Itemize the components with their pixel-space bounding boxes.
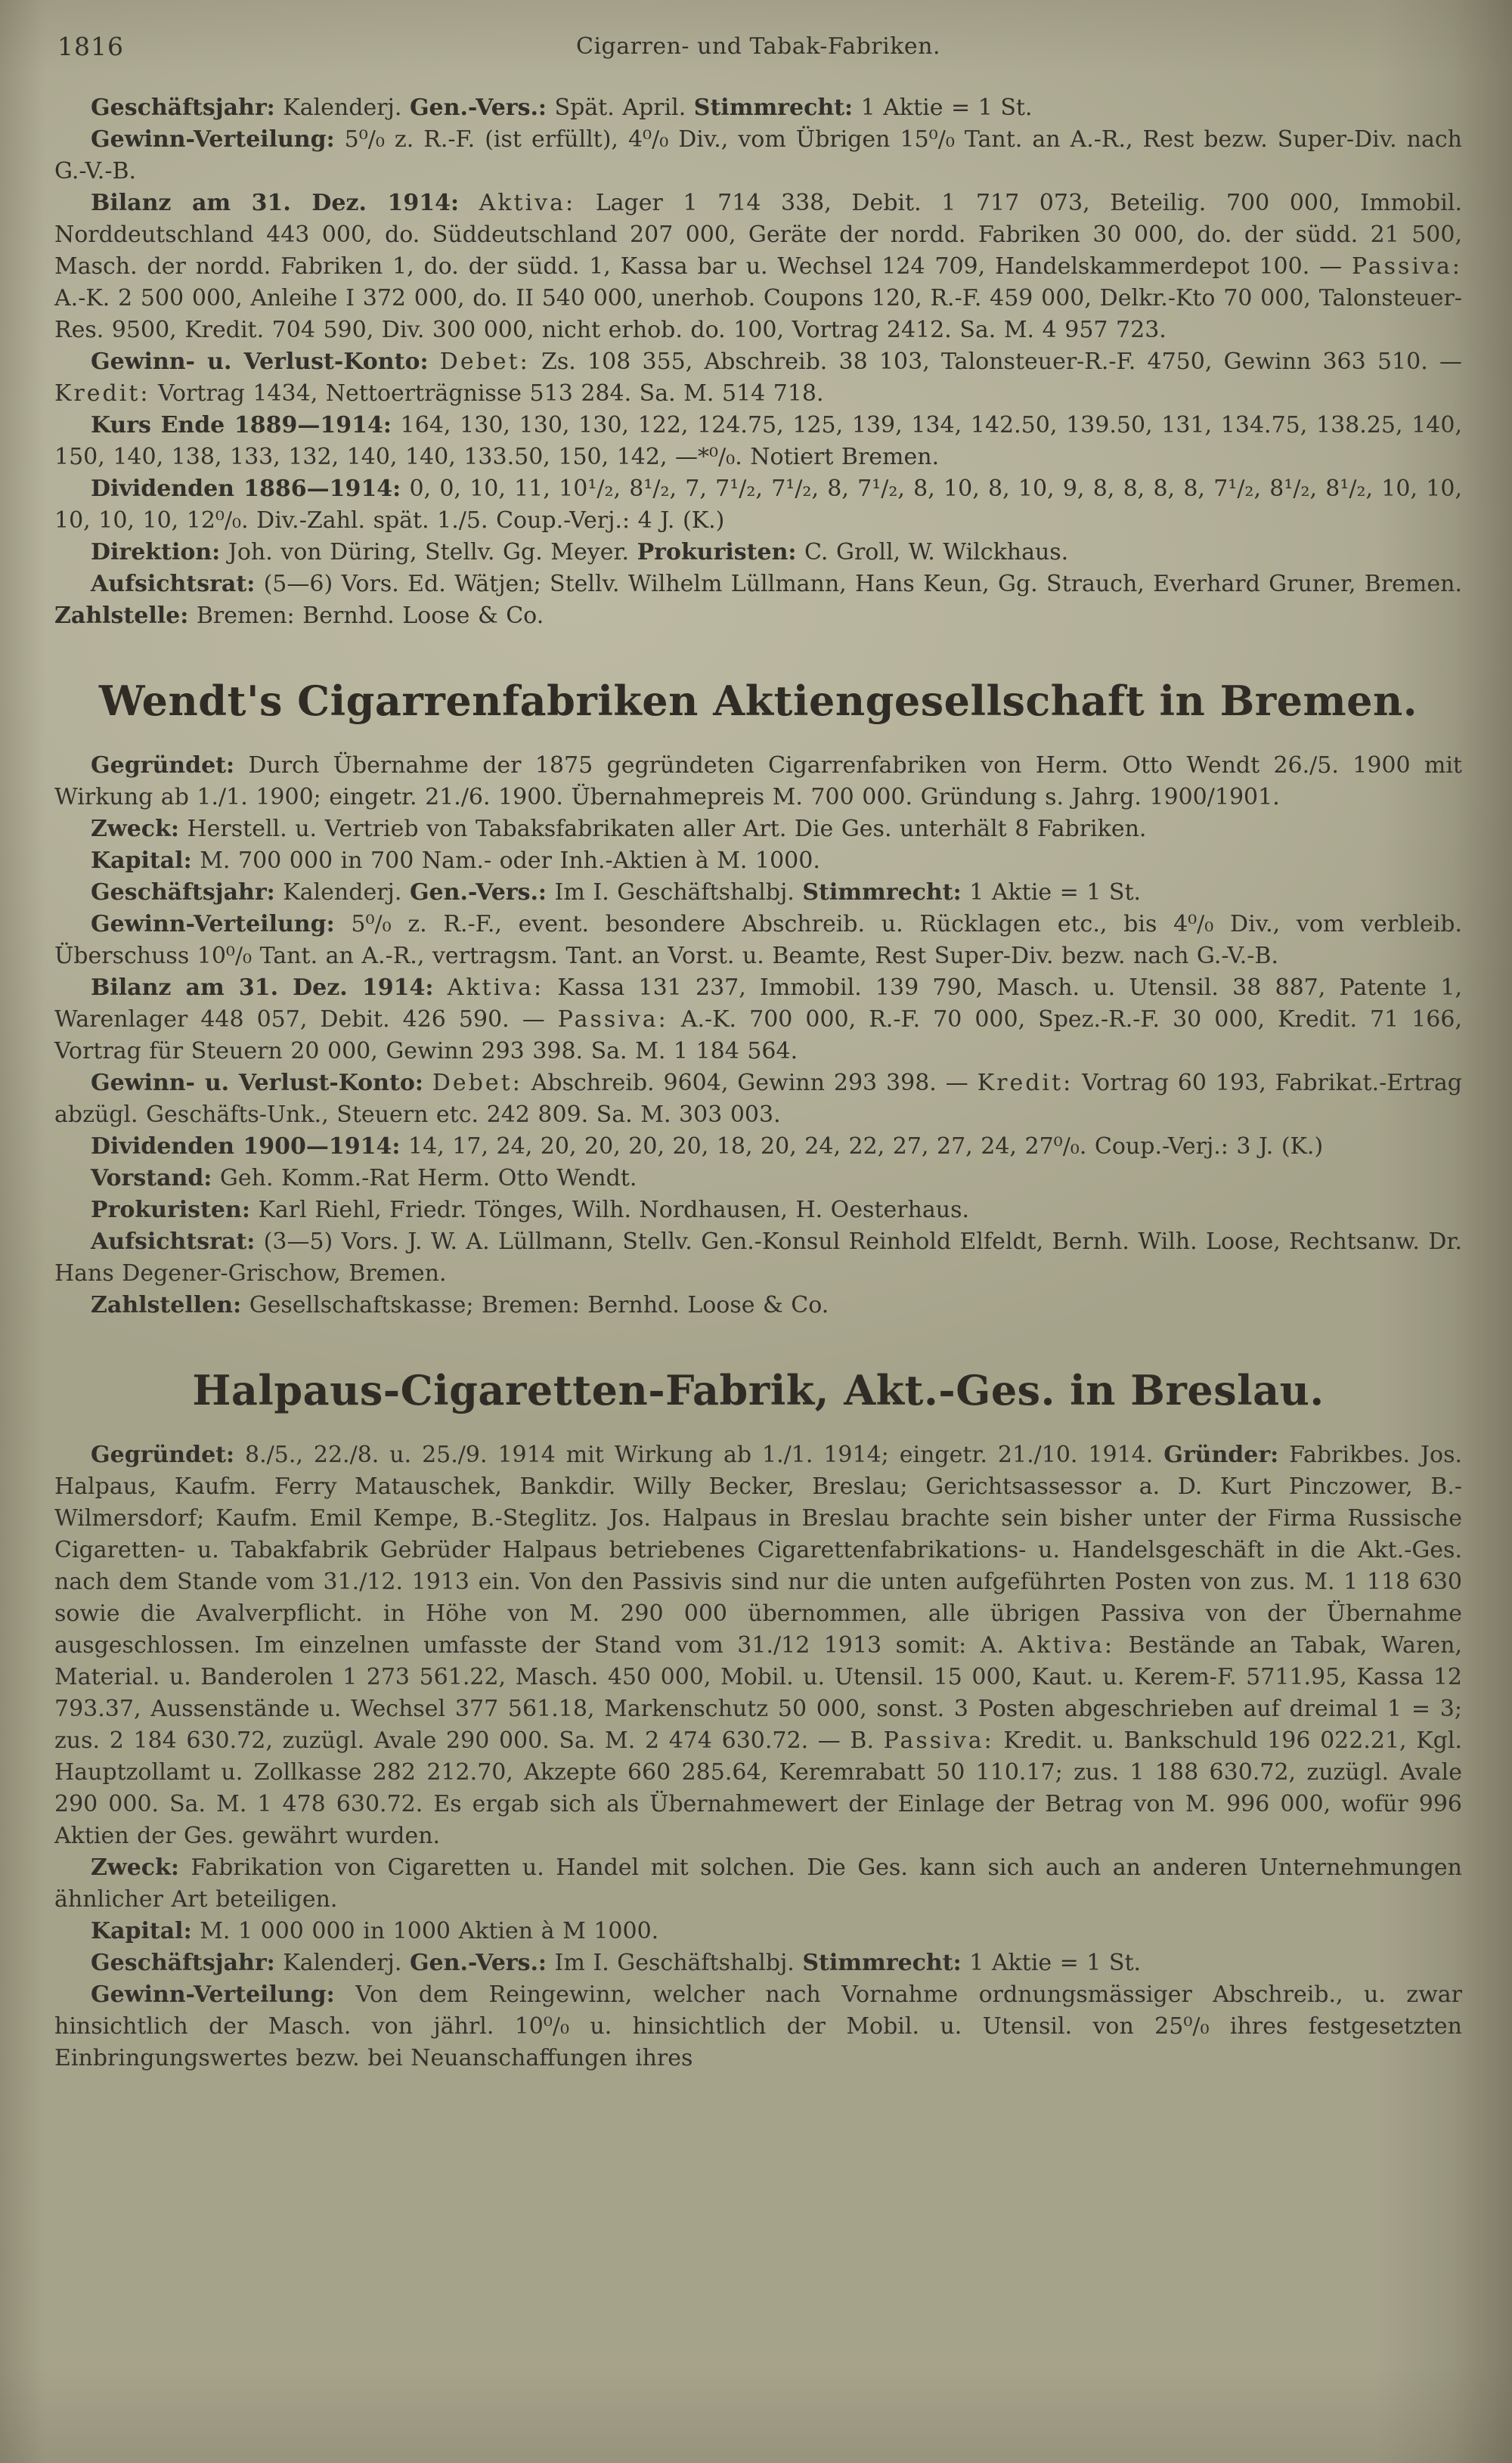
- paragraph: [54, 569, 1462, 632]
- bold-label: Dividenden 1900—1914:: [91, 1133, 401, 1160]
- text-run: (5—6) Vors. Ed. Wätjen; Stellv. Wilhelm Lüllmann, Hans Keun, Gg. Strauch, Everhard Gruner, Bremen.: [255, 571, 1462, 597]
- paragraph: [54, 1226, 1462, 1290]
- bold-label: Aufsichtsrat:: [91, 1228, 256, 1256]
- paragraph: [54, 1067, 1462, 1131]
- paragraph: [54, 1947, 1462, 1979]
- paragraph: [54, 1131, 1462, 1163]
- paragraph: [54, 845, 1462, 877]
- bold-label: Kapital:: [91, 1918, 192, 1945]
- text-run: Durch Übernahme der 1875 gegründeten Cigarrenfabriken von Herm. Otto Wendt 26./5. 1900 mit Wirkung ab 1./1. 1900; eingetr. 21./6. 1900. Übernahmepreis M. 700 000. Gründung s. Jahrg. 1900/1901.: [54, 752, 1462, 811]
- text-run: Vortrag 1434, Nettoerträgnisse 513 284. Sa. M. 514 718.: [150, 380, 824, 407]
- text-run: C. Groll, W. Wilckhaus.: [796, 539, 1069, 565]
- text-run: 0, 0, 10, 11, 10¹/₂, 8¹/₂, 7, 7¹/₂, 7¹/₂, 8, 7¹/₂, 8, 10, 8, 10, 9, 8, 8, 8, 8, 7¹/₂, 8¹/₂, 8¹/₂, 10, 10, 10, 10, 10, 12⁰/₀. Div.-Zahl. spät. 1./5. Coup.-Verj.: 4 J. (K.): [54, 476, 1462, 534]
- text-run: Von dem Reingewinn, welcher nach Vornahme ordnungsmässiger Abschreib., u. zwar hinsichtlich der Masch. von jährl. 10⁰/₀ u. hinsichtlich der Mobil. u. Utensil. von 25⁰/₀ ihres festgesetzten Einbringungswertes bezw. bei Neuanschaffungen ihres: [54, 1981, 1462, 2072]
- text-run: 5⁰/₀ z. R.-F. (ist erfüllt), 4⁰/₀ Div., vom Übrigen 15⁰/₀ Tant. an A.-R., Rest bezw. Super-Div. nach G.-V.-B.: [54, 126, 1462, 184]
- bold-label: Direktion:: [91, 539, 221, 565]
- bold-label: Bilanz am 31. Dez. 1914:: [91, 190, 460, 216]
- text-run: Kassa 131 237, Immobil. 139 790, Masch. u. Utensil. 38 887, Patente 1, Warenlager 448 057, Debit. 426 590. —: [54, 974, 1462, 1033]
- text-run: Im I. Geschäftshalbj.: [547, 879, 803, 906]
- bold-label: Kapital:: [91, 847, 192, 875]
- spaced-label: Kredit:: [54, 380, 150, 407]
- text-run: Fabrikation von Cigaretten u. Handel mit solchen. Die Ges. kann sich auch an anderen Unternehmungen ähnlicher Art beteiligen.: [54, 1854, 1462, 1913]
- text-run: M. 700 000 in 700 Nam.- oder Inh.-Aktien à M. 1000.: [191, 847, 820, 875]
- bold-label: Gen.-Vers.:: [409, 879, 547, 906]
- text-run: Karl Riehl, Friedr. Tönges, Wilh. Nordhausen, H. Oesterhaus.: [249, 1197, 970, 1224]
- text-run: Im I. Geschäftshalbj.: [547, 1950, 803, 1977]
- paragraph: [54, 537, 1462, 569]
- running-head: Cigarren- und Tabak-Fabriken.: [576, 33, 940, 60]
- text-run: 1 Aktie = 1 St.: [961, 879, 1142, 906]
- bold-label: Stimmrecht:: [802, 879, 962, 906]
- text-run: 8./5., 22./8. u. 25./9. 1914 mit Wirkung ab 1./1. 1914; eingetr. 21./10. 1914.: [234, 1442, 1164, 1469]
- bold-label: Prokuristen:: [637, 539, 797, 565]
- text-run: Spät. April.: [547, 94, 694, 121]
- spaced-label: Aktiva:: [1018, 1632, 1114, 1659]
- bold-label: Zahlstellen:: [91, 1292, 242, 1319]
- text-run: Geh. Komm.-Rat Herm. Otto Wendt.: [212, 1165, 637, 1192]
- bold-label: Gewinn- u. Verlust-Konto:: [91, 1070, 423, 1097]
- company-heading: Wendt's Cigarrenfabriken Aktiengesellschaft in Bremen.: [98, 677, 1418, 725]
- bold-label: Gegründet:: [91, 1442, 235, 1469]
- bold-label: Stimmrecht:: [802, 1950, 962, 1977]
- bold-label: Gründer:: [1163, 1442, 1279, 1469]
- text-run: Kredit. u. Bankschuld 196 022.21, Kgl. Hauptzollamt u. Zollkasse 282 212.70, Akzepte 660 285.64, Keremrabatt 50 110.17; zus. 1 188 630.72, zuzügl. Avale 290 000. Sa. M. 1 478 630.72. Es ergab sich als Übernahmewert der Einlage der Betrag von M. 996 000, wofür 996 Aktien der Ges. gewährt wurden.: [54, 1727, 1462, 1850]
- paragraph: [54, 750, 1462, 813]
- text-run: [423, 1070, 432, 1096]
- text-run: 164, 130, 130, 130, 122, 124.75, 125, 139, 134, 142.50, 139.50, 131, 134.75, 138.25, 140, 150, 140, 138, 133, 132, 140, 140, 133.50, 150, 142, —*⁰/₀. Notiert Bremen.: [54, 412, 1462, 470]
- text-run: Joh. von Düring, Stellv. Gg. Meyer.: [220, 539, 637, 565]
- text-run: Herstell. u. Vertrieb von Tabaksfabrikaten aller Art. Die Ges. unterhält 8 Fabriken.: [178, 816, 1147, 843]
- spaced-label: Passiva:: [1351, 253, 1462, 280]
- paragraph: [54, 187, 1462, 346]
- bold-label: Gegründet:: [91, 752, 235, 779]
- spaced-label: Kredit:: [977, 1070, 1074, 1097]
- text-run: Bestände an Tabak, Waren, Material. u. Banderolen 1 273 561.22, Masch. 450 000, Mobil. u. Utensil. 15 000, Kaut. u. Kerem-F. 5711.95, Kassa 12 793.37, Aussenstände u. Wechsel 377 561.18, Markenschutz 50 000, sonst. 3 Posten abgeschrieben auf dreimal 1 = 3; zus. 2 184 630.72, zuzügl. Avale 290 000. Sa. M. 2 474 630.72. — B.: [54, 1632, 1462, 1755]
- bold-label: Geschäftsjahr:: [91, 879, 275, 906]
- text-run: 1 Aktie = 1 St.: [961, 1950, 1142, 1977]
- paragraph: [54, 410, 1462, 473]
- bold-label: Gen.-Vers.:: [409, 94, 547, 121]
- paragraph: [54, 92, 1462, 124]
- paragraph: [54, 972, 1462, 1067]
- text-run: A.-K. 700 000, R.-F. 70 000, Spez.-R.-F. 30 000, Kredit. 71 166, Vortrag für Steuern 20 000, Gewinn 293 398. Sa. M. 1 184 564.: [54, 1006, 1462, 1065]
- bold-label: Gewinn-Verteilung:: [91, 126, 335, 153]
- text-run: 1 Aktie = 1 St.: [853, 94, 1033, 121]
- text-run: 14, 17, 24, 20, 20, 20, 20, 18, 20, 24, 22, 27, 27, 24, 27⁰/₀. Coup.-Verj.: 3 J. (K.): [400, 1133, 1324, 1160]
- text-run: Lager 1 714 338, Debit. 1 717 073, Beteilig. 700 000, Immobil. Norddeutschland 443 000, do. Süddeutschland 207 000, Geräte der nordd. Fabriken 30 000, do. der südd. 21 500, Masch. der nordd. Fabriken 1, do. der südd. 1, Kassa bar u. Wechsel 124 709, Handelskammerdepot 100. —: [54, 190, 1462, 280]
- bold-label: Gewinn- u. Verlust-Konto:: [91, 349, 429, 375]
- text-run: Kalenderj.: [274, 879, 410, 906]
- paragraph: [54, 1439, 1462, 1852]
- text-run: Gesellschaftskasse; Bremen: Bernhd. Loose & Co.: [241, 1292, 829, 1319]
- bold-label: Prokuristen:: [91, 1197, 250, 1224]
- page-body: [54, 92, 1462, 2074]
- paragraph: [54, 877, 1462, 909]
- paragraph: [54, 124, 1462, 187]
- text-run: [429, 349, 440, 375]
- bold-label: Zahlstelle:: [54, 603, 189, 629]
- bold-label: Gewinn-Verteilung:: [91, 911, 335, 938]
- text-run: [433, 974, 447, 1001]
- paragraph: [54, 1194, 1462, 1226]
- paragraph: [54, 1979, 1462, 2074]
- spaced-label: Passiva:: [883, 1727, 994, 1755]
- spaced-label: Passiva:: [557, 1006, 668, 1033]
- text-run: Bremen: Bernhd. Loose & Co.: [188, 603, 544, 629]
- bold-label: Stimmrecht:: [693, 94, 854, 121]
- text-run: Zs. 108 355, Abschreib. 38 103, Talonsteuer-R.-F. 4750, Gewinn 363 510. —: [529, 349, 1462, 375]
- page-header: [54, 32, 1462, 74]
- bold-label: Aufsichtsrat:: [91, 571, 256, 597]
- bold-label: Gewinn-Verteilung:: [91, 1981, 335, 2009]
- bold-label: Vorstand:: [91, 1165, 212, 1192]
- bold-label: Bilanz am 31. Dez. 1914:: [91, 974, 434, 1002]
- paragraph: [54, 909, 1462, 972]
- spaced-label: Aktiva:: [479, 190, 576, 216]
- text-run: 5⁰/₀ z. R.-F., event. besondere Abschreib. u. Rücklagen etc., bis 4⁰/₀ Div., vom verbleib. Überschuss 10⁰/₀ Tant. an A.-R., vertragsm. Tant. an Vorst. u. Beamte, Rest Super-Div. bezw. nach G.-V.-B.: [54, 911, 1462, 970]
- text-run: Vortrag 60 193, Fabrikat.-Ertrag abzügl. Geschäfts-Unk., Steuern etc. 242 809. Sa. M. 303 003.: [54, 1070, 1462, 1129]
- bold-label: Geschäftsjahr:: [91, 94, 275, 121]
- paragraph: [54, 1163, 1462, 1194]
- text-run: Kalenderj.: [274, 94, 410, 121]
- paragraph: [54, 1916, 1462, 1947]
- text-run: [459, 190, 479, 216]
- bold-label: Gen.-Vers.:: [409, 1950, 547, 1977]
- bold-label: Dividenden 1886—1914:: [91, 476, 401, 502]
- paragraph: [54, 1290, 1462, 1321]
- bold-label: Zweck:: [91, 1854, 179, 1882]
- text-run: (3—5) Vors. J. W. A. Lüllmann, Stellv. Gen.-Konsul Reinhold Elfeldt, Bernh. Wilh. Loose, Rechtsanw. Dr. Hans Degener-Grischow, Bremen.: [54, 1228, 1462, 1287]
- text-run: Fabrikbes. Jos. Halpaus, Kaufm. Ferry Matauschek, Bankdir. Willy Becker, Breslau; Gerichtsassessor a. D. Kurt Pinczower, B.-Wilmersdorf; Kaufm. Emil Kempe, B.-Steglitz. Jos. Halpaus in Breslau brachte sein bisher unter der Firma Russische Cigaretten- u. Tabakfabrik Gebrüder Halpaus betriebenes Cigarettenfabrikations- u. Handelsgeschäft in die Akt.-Ges. nach dem Stande vom 31./12. 1913 ein. Von den Passivis sind nur die unten aufgeführten Posten von zus. M. 1 118 630 sowie die Avalverpflicht. in Höhe von M. 290 000 übernommen, alle übrigen Passiva von der Übernahme ausgeschlossen. Im einzelnen umfasste der Stand vom 31./12 1913 somit: A.: [54, 1442, 1462, 1659]
- spaced-label: Debet:: [432, 1070, 522, 1097]
- text-run: Kalenderj.: [274, 1950, 410, 1977]
- paragraph: [54, 346, 1462, 410]
- page-number: 1816: [57, 32, 124, 61]
- text-run: A.-K. 2 500 000, Anleihe I 372 000, do. II 540 000, unerhob. Coupons 120, R.-F. 459 000, Delkr.-Kto 70 000, Talonsteuer-Res. 9500, Kredit. 704 590, Div. 300 000, nicht erhob. do. 100, Vortrag 2412. Sa. M. 4 957 723.: [54, 285, 1462, 343]
- paragraph: [54, 813, 1462, 845]
- bold-label: Kurs Ende 1889—1914:: [91, 412, 392, 438]
- spaced-label: Debet:: [439, 349, 530, 375]
- bold-label: Zweck:: [91, 816, 179, 843]
- spaced-label: Aktiva:: [447, 974, 544, 1002]
- text-run: Abschreib. 9604, Gewinn 293 398. —: [522, 1070, 978, 1097]
- paragraph: [54, 1852, 1462, 1916]
- paragraph: [54, 473, 1462, 537]
- bold-label: Geschäftsjahr:: [91, 1950, 275, 1977]
- text-run: M. 1 000 000 in 1000 Aktien à M 1000.: [191, 1918, 659, 1945]
- company-heading: Halpaus-Cigaretten-Fabrik, Akt.-Ges. in Breslau.: [192, 1366, 1325, 1415]
